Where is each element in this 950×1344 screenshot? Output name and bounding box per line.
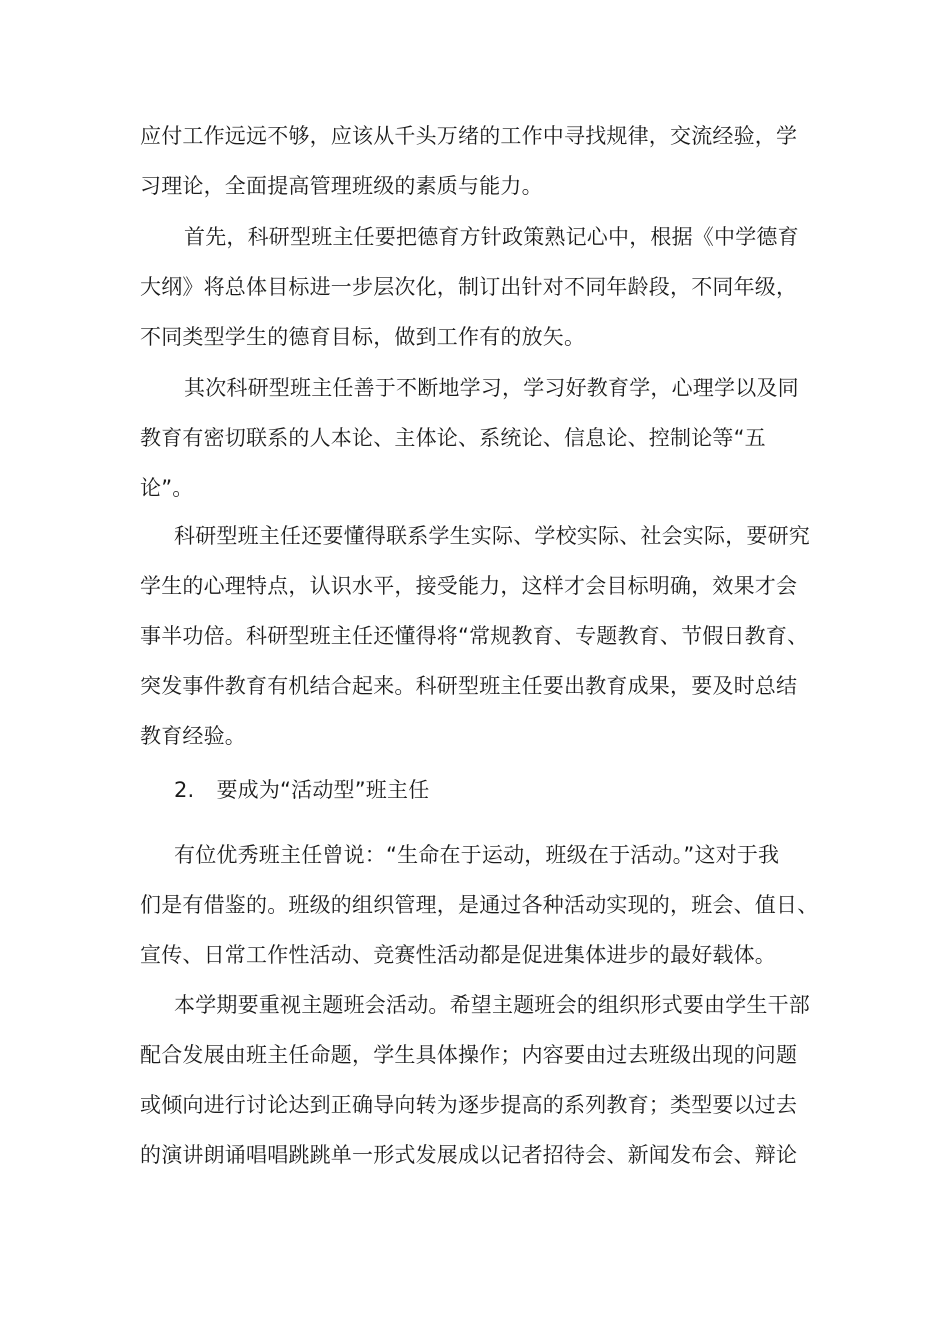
text-line: 们是有借鉴的。班级的组织管理，是通过各种活动实现的，班会、值日、 [140,893,819,917]
text-line: 科研型班主任还要懂得联系学生实际、学校实际、社会实际，要研究 [174,524,810,548]
section-title: 要成为“活动型”班主任 [216,778,430,802]
text-line: 宣传、日常工作性活动、竞赛性活动都是促进集体进步的最好载体。 [140,943,776,967]
section-heading [174,777,429,803]
text-line: 习理论，全面提高管理班级的素质与能力。 [140,174,543,198]
text-line: 或倾向进行讨论达到正确导向转为逐步提高的系列教育；类型要以过去 [140,1093,798,1117]
text-line: 学生的心理特点，认识水平，接受能力，这样才会目标明确，效果才会 [140,574,798,598]
section-number: 2. [174,778,195,802]
text-line: 教育有密切联系的人本论、主体论、系统论、信息论、控制论等“五 [140,426,766,450]
text-line: 有位优秀班主任曾说：“生命在于运动，班级在于活动。”这对于我 [174,843,780,867]
text-line: 教育经验。 [140,724,246,748]
text-line: 的演讲朗诵唱唱跳跳单一形式发展成以记者招待会、新闻发布会、辩论 [140,1143,798,1167]
text-line: 大纲》将总体目标进一步层次化，制订出针对不同年龄段，不同年级， [140,275,798,299]
text-line: 配合发展由班主任命题，学生具体操作；内容要由过去班级出现的问题 [140,1043,798,1067]
text-line: 应付工作远远不够，应该从千头万绪的工作中寻找规律，交流经验，学 [140,124,798,148]
text-line: 其次科研型班主任善于不断地学习，学习好教育学，心理学以及同 [184,376,799,400]
text-line: 不同类型学生的德育目标，做到工作有的放矢。 [140,325,586,349]
text-line: 首先，科研型班主任要把德育方针政策熟记心中，根据《中学德育 [184,225,799,249]
text-line: 本学期要重视主题班会活动。希望主题班会的组织形式要由学生干部 [174,993,810,1017]
text-line: 事半功倍。科研型班主任还懂得将“常规教育、专题教育、节假日教育、 [140,624,809,648]
text-line: 突发事件教育有机结合起来。科研型班主任要出教育成果，要及时总结 [140,674,798,698]
text-line: 论”。 [140,476,194,500]
